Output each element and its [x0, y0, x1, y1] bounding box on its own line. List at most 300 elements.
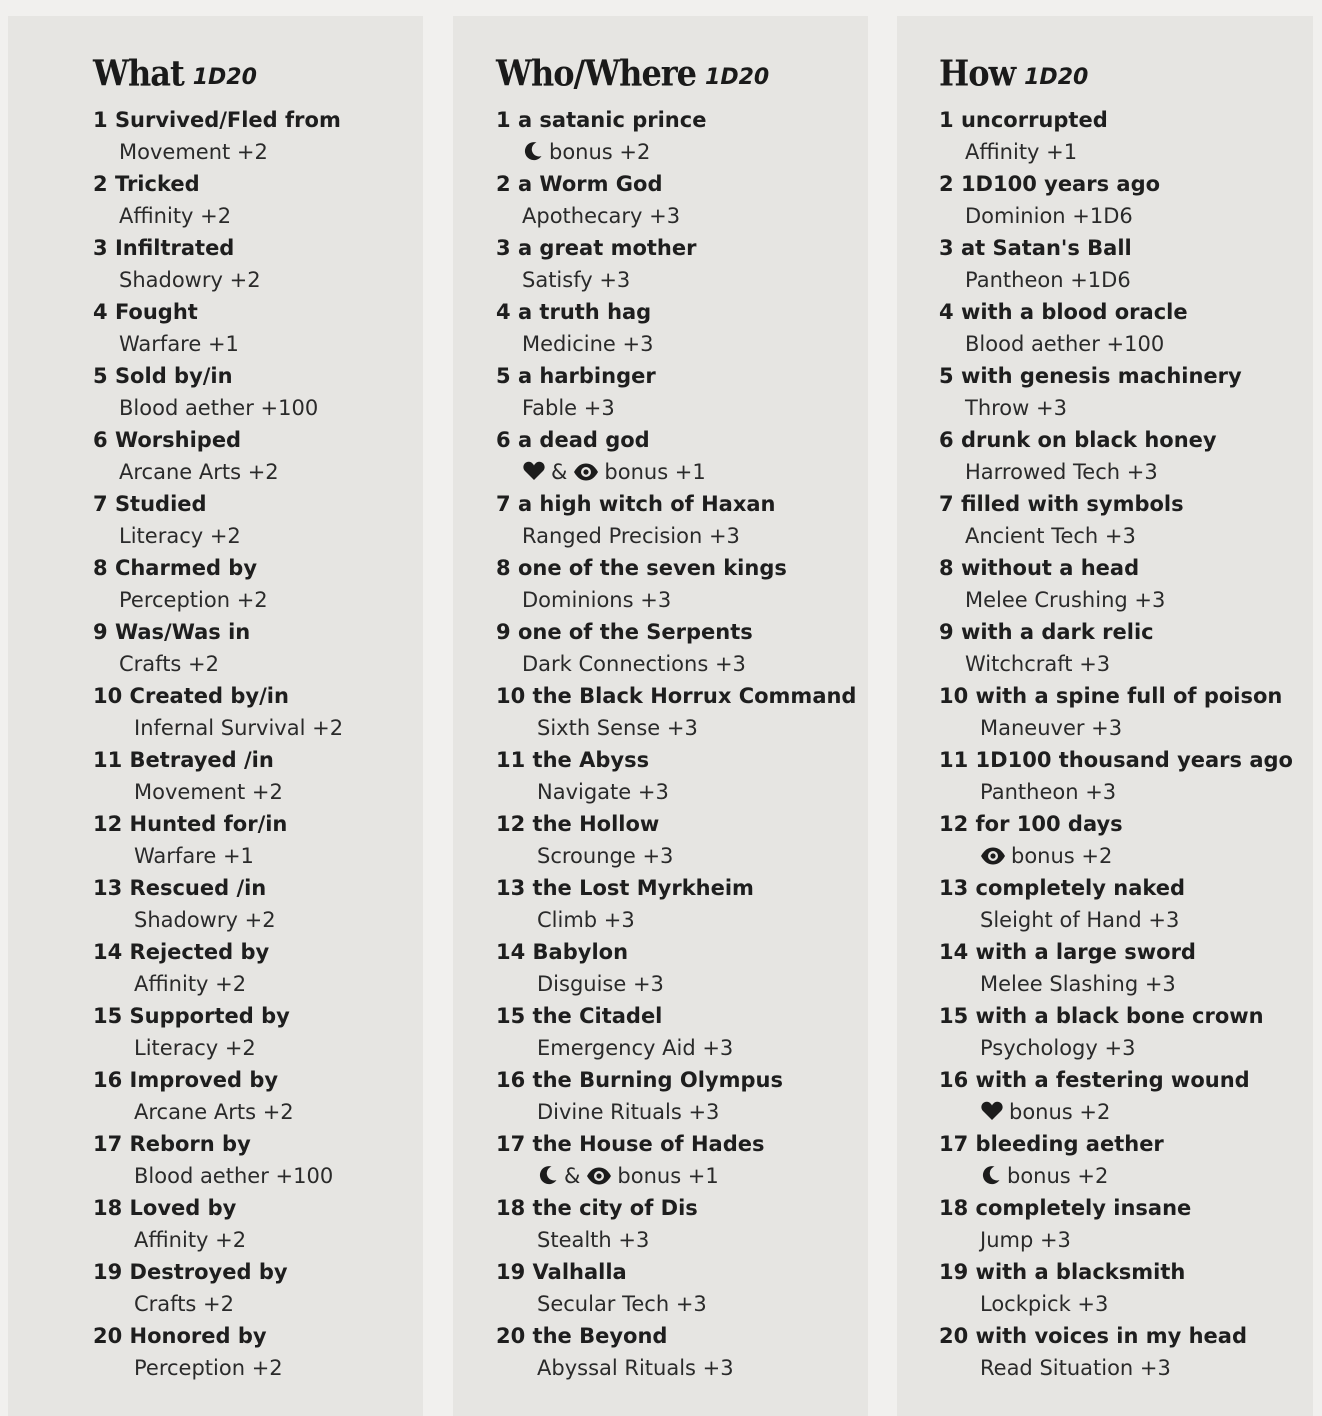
entry-bonus: Pantheon +3: [980, 780, 1117, 804]
entry-label: Sold by/in: [114, 364, 233, 388]
entry-label: one of the seven kings: [517, 556, 787, 580]
entry-line: [496, 296, 868, 328]
entry-line: [939, 872, 1313, 904]
entry-number: 6: [93, 428, 108, 452]
heart-icon: [980, 1099, 1004, 1131]
entry-label: a high witch of Haxan: [517, 492, 776, 516]
entry-number: 15: [93, 1004, 123, 1028]
entry-bonus-line: [93, 456, 423, 488]
entry-bonus: Blood aether +100: [965, 332, 1165, 356]
entry-label: Valhalla: [532, 1260, 627, 1284]
entry-bonus: Affinity +1: [965, 140, 1078, 164]
list-item: [93, 680, 423, 744]
list-item: [93, 168, 423, 232]
list-item: [93, 1320, 423, 1384]
entry-label: at Satan's Ball: [960, 236, 1132, 260]
list-item: [496, 872, 868, 936]
entry-number: 20: [939, 1324, 969, 1348]
entry-line: [496, 1320, 868, 1352]
how-title: How: [939, 51, 1016, 95]
list-item: [496, 680, 868, 744]
entry-line: [93, 1320, 423, 1352]
entry-bonus-line: [93, 1032, 423, 1064]
entry-label: the House of Hades: [532, 1132, 765, 1156]
what-entries: [93, 104, 423, 1384]
entry-label: completely insane: [975, 1196, 1192, 1220]
entry-label: with a festering wound: [975, 1068, 1250, 1092]
entry-bonus: Lockpick +3: [980, 1292, 1109, 1316]
entry-label: 1D100 thousand years ago: [975, 748, 1293, 772]
entry-bonus: Blood aether +100: [119, 396, 319, 420]
entry-label: 1D100 years ago: [960, 172, 1161, 196]
entry-bonus: Shadowry +2: [134, 908, 276, 932]
list-item: [939, 552, 1313, 616]
entry-bonus-line: [93, 1352, 423, 1384]
entry-line: [939, 488, 1313, 520]
entry-label: Survived/Fled from: [114, 108, 341, 132]
entry-bonus-line: [496, 1352, 868, 1384]
heart-icon: [522, 459, 546, 491]
entry-label: Created by/in: [129, 684, 289, 708]
entry-line: [939, 360, 1313, 392]
entry-bonus-line: [939, 456, 1313, 488]
entry-number: 11: [939, 748, 969, 772]
list-item: [93, 1192, 423, 1256]
entry-bonus: bonus +2: [549, 140, 651, 164]
entry-bonus: Jump +3: [980, 1228, 1071, 1252]
entry-bonus: Dominion +1D6: [965, 204, 1133, 228]
list-item: [496, 104, 868, 168]
entry-number: 7: [93, 492, 108, 516]
entry-line: [93, 1000, 423, 1032]
entry-line: [93, 744, 423, 776]
entry-number: 18: [93, 1196, 123, 1220]
entry-label: a truth hag: [517, 300, 652, 324]
entry-bonus-line: [939, 584, 1313, 616]
list-item: [939, 168, 1313, 232]
entry-line: [93, 1128, 423, 1160]
entry-bonus: Navigate +3: [537, 780, 669, 804]
moon-icon: [522, 139, 544, 171]
entry-line: [496, 552, 868, 584]
list-item: [939, 488, 1313, 552]
entry-label: a dead god: [517, 428, 650, 452]
entry-line: [496, 1256, 868, 1288]
entry-label: Studied: [114, 492, 207, 516]
entry-label: Fought: [114, 300, 198, 324]
entry-bonus-line: [939, 1032, 1313, 1064]
entry-line: [496, 168, 868, 200]
entry-line: [939, 1064, 1313, 1096]
entry-line: [496, 1000, 868, 1032]
entry-bonus-line: [496, 328, 868, 360]
entry-number: 16: [939, 1068, 969, 1092]
entry-number: 15: [496, 1004, 526, 1028]
entry-number: 20: [496, 1324, 526, 1348]
entry-number: 1: [93, 108, 108, 132]
entry-bonus-line: [93, 1096, 423, 1128]
entry-bonus: Melee Slashing +3: [980, 972, 1176, 996]
entry-line: [939, 744, 1313, 776]
entry-number: 17: [939, 1132, 969, 1156]
entry-line: [496, 1192, 868, 1224]
entry-bonus: Harrowed Tech +3: [965, 460, 1158, 484]
entry-bonus: bonus +1: [604, 460, 706, 484]
list-item: [93, 872, 423, 936]
entry-bonus-line: [496, 1032, 868, 1064]
entry-bonus: Warfare +1: [119, 332, 239, 356]
entry-number: 9: [939, 620, 954, 644]
list-item: [496, 616, 868, 680]
entry-label: bleeding aether: [975, 1132, 1164, 1156]
entry-bonus: Maneuver +3: [980, 716, 1123, 740]
entry-bonus: Disguise +3: [537, 972, 664, 996]
list-item: [939, 936, 1313, 1000]
entry-bonus: Arcane Arts +2: [119, 460, 279, 484]
entry-line: [496, 936, 868, 968]
entry-bonus-line: [93, 1288, 423, 1320]
entry-label: a Worm God: [517, 172, 663, 196]
entry-line: [93, 552, 423, 584]
entry-line: [496, 232, 868, 264]
entry-number: 18: [939, 1196, 969, 1220]
entry-line: [496, 616, 868, 648]
entry-bonus: Literacy +2: [134, 1036, 256, 1060]
list-item: [939, 1192, 1313, 1256]
entry-bonus-line: [496, 264, 868, 296]
entry-bonus-line: [939, 968, 1313, 1000]
entry-line: [93, 296, 423, 328]
entry-bonus-line: [93, 584, 423, 616]
entry-bonus-line: [939, 264, 1313, 296]
entry-label: for 100 days: [975, 812, 1123, 836]
entry-number: 4: [939, 300, 954, 324]
list-item: [939, 104, 1313, 168]
entry-number: 8: [496, 556, 511, 580]
entry-bonus-line: [496, 520, 868, 552]
entry-bonus: Ancient Tech +3: [965, 524, 1136, 548]
entry-number: 11: [496, 748, 526, 772]
list-item: [496, 360, 868, 424]
entry-bonus: Warfare +1: [134, 844, 254, 868]
list-item: [496, 296, 868, 360]
entry-label: Was/Was in: [114, 620, 251, 644]
list-item: [496, 936, 868, 1000]
entry-label: Honored by: [129, 1324, 267, 1348]
entry-line: [939, 936, 1313, 968]
entry-bonus-line: [496, 1288, 868, 1320]
entry-bonus: bonus +1: [617, 1164, 719, 1188]
list-item: [496, 232, 868, 296]
who-where-heading: [496, 51, 868, 104]
entry-line: [496, 360, 868, 392]
entry-bonus-line: [93, 328, 423, 360]
entry-bonus: Perception +2: [134, 1356, 283, 1380]
who-where-dice: 1D20: [705, 65, 770, 90]
how-heading: [939, 51, 1313, 104]
how-entries: [939, 104, 1313, 1384]
entry-bonus-line: [939, 776, 1313, 808]
list-item: [939, 424, 1313, 488]
entry-bonus: Movement +2: [119, 140, 268, 164]
entry-label: with a dark relic: [960, 620, 1154, 644]
entry-label: without a head: [960, 556, 1140, 580]
entry-label: the Burning Olympus: [532, 1068, 783, 1092]
entry-bonus: Sleight of Hand +3: [980, 908, 1180, 932]
ampersand: &: [564, 1164, 581, 1188]
list-item: [496, 424, 868, 488]
what-dice: 1D20: [192, 65, 257, 90]
entry-bonus-line: [496, 392, 868, 424]
list-item: [496, 1256, 868, 1320]
entry-label: the Hollow: [532, 812, 660, 836]
entry-label: the Beyond: [532, 1324, 668, 1348]
entry-bonus-line: [496, 1160, 868, 1192]
entry-bonus-line: [939, 200, 1313, 232]
list-item: [93, 424, 423, 488]
entry-bonus: bonus +2: [1009, 1100, 1111, 1124]
list-item: [93, 616, 423, 680]
entry-label: Supported by: [129, 1004, 290, 1028]
entry-bonus-line: [496, 840, 868, 872]
entry-label: Reborn by: [129, 1132, 251, 1156]
entry-bonus-line: [496, 1224, 868, 1256]
entry-line: [496, 1128, 868, 1160]
list-item: [93, 744, 423, 808]
entry-number: 13: [496, 876, 526, 900]
entry-bonus-line: [939, 904, 1313, 936]
entry-line: [93, 168, 423, 200]
entry-bonus: bonus +2: [1011, 844, 1113, 868]
list-item: [496, 1320, 868, 1384]
entry-bonus-line: [496, 968, 868, 1000]
entry-line: [93, 360, 423, 392]
list-item: [93, 1256, 423, 1320]
entry-line: [939, 552, 1313, 584]
entry-label: Improved by: [129, 1068, 279, 1092]
entry-number: 7: [939, 492, 954, 516]
entry-number: 12: [939, 812, 969, 836]
entry-line: [93, 936, 423, 968]
list-item: [93, 808, 423, 872]
entry-label: with a black bone crown: [975, 1004, 1264, 1028]
entry-label: one of the Serpents: [517, 620, 753, 644]
entry-label: the Black Horrux Command: [532, 684, 857, 708]
list-item: [93, 936, 423, 1000]
entry-bonus-line: [93, 968, 423, 1000]
entry-line: [496, 744, 868, 776]
list-item: [939, 1000, 1313, 1064]
entry-line: [93, 872, 423, 904]
entry-line: [939, 168, 1313, 200]
entry-number: 14: [93, 940, 123, 964]
entry-label: a harbinger: [517, 364, 656, 388]
entry-number: 5: [496, 364, 511, 388]
entry-line: [939, 1256, 1313, 1288]
entry-label: Tricked: [114, 172, 200, 196]
entry-bonus-line: [496, 200, 868, 232]
entry-number: 14: [496, 940, 526, 964]
list-item: [93, 232, 423, 296]
entry-number: 12: [93, 812, 123, 836]
entry-number: 10: [496, 684, 526, 708]
entry-label: with a spine full of poison: [975, 684, 1283, 708]
entry-bonus: Shadowry +2: [119, 268, 261, 292]
entry-bonus: Psychology +3: [980, 1036, 1136, 1060]
entry-number: 2: [496, 172, 511, 196]
entry-label: Destroyed by: [129, 1260, 288, 1284]
entry-bonus: Sixth Sense +3: [537, 716, 698, 740]
entry-bonus: Read Situation +3: [980, 1356, 1171, 1380]
list-item: [939, 808, 1313, 872]
entry-label: drunk on black honey: [960, 428, 1217, 452]
eye-icon: [586, 1163, 612, 1195]
entry-line: [939, 1128, 1313, 1160]
list-item: [93, 488, 423, 552]
entry-bonus-line: [939, 1224, 1313, 1256]
list-item: [496, 744, 868, 808]
entry-bonus-line: [93, 648, 423, 680]
entry-number: 12: [496, 812, 526, 836]
entry-number: 5: [939, 364, 954, 388]
list-item: [939, 1128, 1313, 1192]
entry-bonus-line: [939, 840, 1313, 872]
entry-line: [939, 680, 1313, 712]
what-heading: [93, 51, 423, 104]
entry-line: [496, 808, 868, 840]
entry-number: 7: [496, 492, 511, 516]
entry-number: 16: [93, 1068, 123, 1092]
entry-bonus-line: [93, 1224, 423, 1256]
entry-number: 13: [939, 876, 969, 900]
list-item: [496, 1064, 868, 1128]
list-item: [939, 232, 1313, 296]
entry-line: [939, 424, 1313, 456]
entry-bonus: Crafts +2: [134, 1292, 234, 1316]
entry-label: Rescued /in: [129, 876, 267, 900]
entry-bonus-line: [93, 200, 423, 232]
entry-number: 11: [93, 748, 123, 772]
entry-number: 14: [939, 940, 969, 964]
entry-label: Hunted for/in: [129, 812, 288, 836]
list-item: [939, 1320, 1313, 1384]
entry-number: 10: [93, 684, 123, 708]
entry-label: Loved by: [129, 1196, 237, 1220]
entry-bonus: Emergency Aid +3: [537, 1036, 734, 1060]
entry-number: 20: [93, 1324, 123, 1348]
entry-label: the Abyss: [532, 748, 650, 772]
entry-bonus-line: [93, 520, 423, 552]
entry-number: 15: [939, 1004, 969, 1028]
entry-number: 17: [93, 1132, 123, 1156]
entry-label: Rejected by: [129, 940, 270, 964]
entry-line: [93, 616, 423, 648]
list-item: [496, 808, 868, 872]
entry-line: [496, 1064, 868, 1096]
entry-bonus-line: [939, 520, 1313, 552]
entry-number: 8: [93, 556, 108, 580]
entry-label: Babylon: [532, 940, 629, 964]
entry-bonus: Affinity +2: [134, 972, 247, 996]
entry-bonus: Dominions +3: [522, 588, 672, 612]
entry-number: 9: [93, 620, 108, 644]
moon-icon: [980, 1163, 1002, 1195]
list-item: [93, 360, 423, 424]
entry-label: Worshiped: [114, 428, 242, 452]
entry-bonus-line: [939, 136, 1313, 168]
list-item: [496, 1128, 868, 1192]
entry-bonus: Throw +3: [965, 396, 1067, 420]
entry-bonus: Climb +3: [537, 908, 635, 932]
entry-number: 1: [939, 108, 954, 132]
entry-bonus: Affinity +2: [119, 204, 232, 228]
entry-bonus-line: [939, 1352, 1313, 1384]
entry-bonus: Apothecary +3: [522, 204, 681, 228]
entry-bonus: Satisfy +3: [522, 268, 631, 292]
entry-number: 2: [939, 172, 954, 196]
list-item: [496, 1000, 868, 1064]
list-item: [93, 552, 423, 616]
entry-bonus-line: [93, 904, 423, 936]
entry-bonus: Crafts +2: [119, 652, 219, 676]
entry-bonus-line: [93, 776, 423, 808]
entry-number: 3: [939, 236, 954, 260]
entry-number: 19: [939, 1260, 969, 1284]
what-column: [8, 16, 423, 1416]
entry-line: [496, 488, 868, 520]
entry-line: [939, 616, 1313, 648]
entry-bonus-line: [93, 1160, 423, 1192]
how-dice: 1D20: [1024, 65, 1089, 90]
what-title: What: [93, 51, 184, 95]
entry-bonus: Divine Rituals +3: [537, 1100, 720, 1124]
entry-label: a great mother: [517, 236, 697, 260]
entry-number: 19: [496, 1260, 526, 1284]
entry-label: Infiltrated: [114, 236, 235, 260]
entry-number: 4: [93, 300, 108, 324]
entry-line: [939, 296, 1313, 328]
entry-bonus: Affinity +2: [134, 1228, 247, 1252]
list-item: [496, 1192, 868, 1256]
list-item: [939, 744, 1313, 808]
list-item: [939, 872, 1313, 936]
entry-number: 19: [93, 1260, 123, 1284]
list-item: [496, 168, 868, 232]
entry-line: [939, 104, 1313, 136]
entry-bonus: Movement +2: [134, 780, 283, 804]
entry-bonus: Scrounge +3: [537, 844, 674, 868]
entry-line: [939, 1192, 1313, 1224]
how-column: [897, 16, 1313, 1416]
list-item: [93, 1128, 423, 1192]
entry-bonus-line: [93, 712, 423, 744]
entry-line: [93, 680, 423, 712]
entry-bonus-line: [939, 712, 1313, 744]
entry-bonus: Pantheon +1D6: [965, 268, 1131, 292]
entry-line: [939, 232, 1313, 264]
entry-label: with voices in my head: [975, 1324, 1247, 1348]
list-item: [939, 616, 1313, 680]
entry-line: [939, 1000, 1313, 1032]
ampersand: &: [551, 460, 568, 484]
entry-label: with a blood oracle: [960, 300, 1188, 324]
entry-bonus: Medicine +3: [522, 332, 654, 356]
list-item: [939, 1256, 1313, 1320]
entry-number: 3: [496, 236, 511, 260]
list-item: [93, 296, 423, 360]
entry-bonus: Stealth +3: [537, 1228, 650, 1252]
list-item: [496, 552, 868, 616]
